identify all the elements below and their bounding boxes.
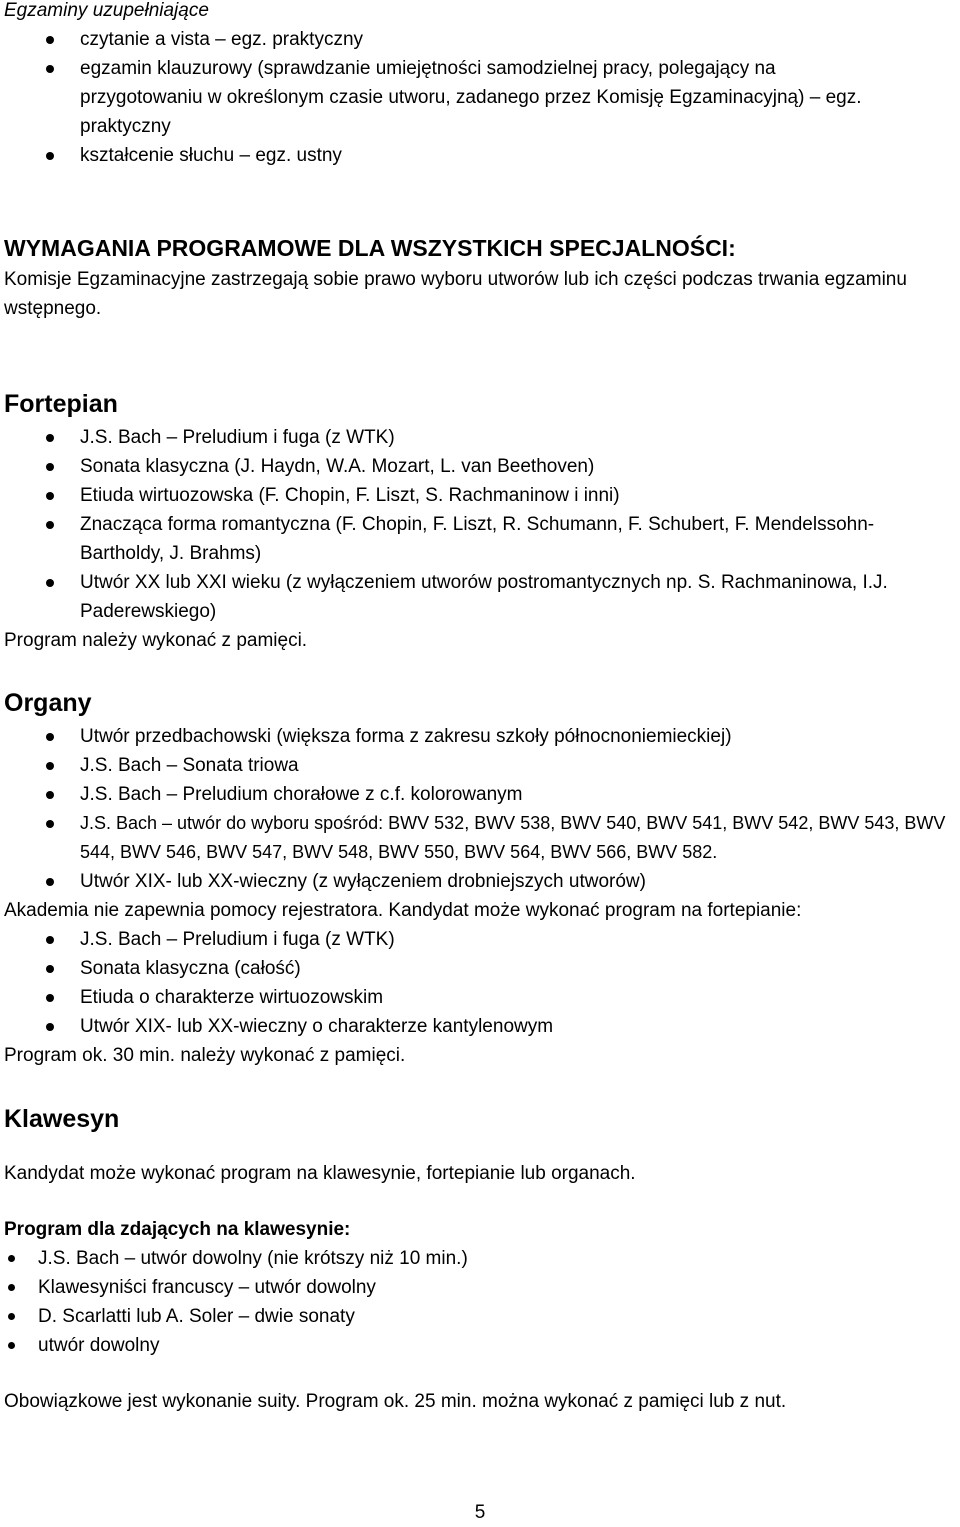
klawesyn-section <box>4 1102 956 1416</box>
list-item: Sonata klasyczna (J. Haydn, W.A. Mozart, L. van Beethoven) <box>4 452 956 481</box>
bullet-icon <box>46 152 54 160</box>
list-item: Znacząca forma romantyczna (F. Chopin, F. Liszt, R. Schumann, F. Schubert, F. Mendelssohn-Bartholdy, J. Brahms) <box>4 510 956 568</box>
klawesyn-heading: Klawesyn <box>4 1105 120 1133</box>
wymagania-heading: WYMAGANIA PROGRAMOWE DLA WSZYSTKICH SPECJALNOŚCI: <box>4 235 736 261</box>
list-item: egzamin klauzurowy (sprawdzanie umiejętności samodzielnej pracy, polegający na przygotowaniu w określonym czasie utworu, zadanego przez Komisję Egzaminacyjną) – egz. praktyczny <box>4 54 956 141</box>
bullet-icon <box>46 936 54 944</box>
list-item: J.S. Bach – Preludium i fuga (z WTK) <box>4 423 956 452</box>
bullet-icon <box>46 878 54 886</box>
list-item: kształcenie słuchu – egz. ustny <box>4 141 956 170</box>
bullet-icon <box>8 1255 15 1262</box>
bullet-icon <box>8 1313 15 1320</box>
bullet-icon <box>8 1342 15 1349</box>
organy-heading: Organy <box>4 689 92 717</box>
bullet-icon <box>46 579 54 587</box>
list-item: Utwór przedbachowski (większa forma z zakresu szkoły północnoniemieckiej) <box>4 722 956 751</box>
bullet-icon <box>46 463 54 471</box>
bullet-icon <box>46 434 54 442</box>
list-item: Utwór XIX- lub XX-wieczny (z wyłączeniem drobniejszych utworów) <box>4 867 956 896</box>
list-item: Utwór XIX- lub XX-wieczny o charakterze kantylenowym <box>4 1012 956 1041</box>
klawesyn-note: Obowiązkowe jest wykonanie suity. Program ok. 25 min. można wykonać z pamięci lub z nut. <box>4 1391 787 1412</box>
bullet-icon <box>46 994 54 1002</box>
fortepian-note: Program należy wykonać z pamięci. <box>4 630 308 651</box>
bullet-icon <box>46 762 54 770</box>
bullet-icon <box>46 36 54 44</box>
egzaminy-section <box>4 0 956 170</box>
list-item: J.S. Bach – utwór dowolny (nie krótszy niż 10 min.) <box>4 1244 956 1273</box>
bullet-icon <box>46 492 54 500</box>
organy-fortepian-list <box>4 925 956 1041</box>
akademia-note: Akademia nie zapewnia pomocy rejestratora. Kandydat może wykonać program na fortepianie: <box>4 900 802 921</box>
list-item: Etiuda wirtuozowska (F. Chopin, F. Liszt, S. Rachmaninow i inni) <box>4 481 956 510</box>
list-item: D. Scarlatti lub A. Soler – dwie sonaty <box>4 1302 956 1331</box>
klawesyn-list <box>4 1244 956 1360</box>
bullet-icon <box>46 791 54 799</box>
list-item: J.S. Bach – Sonata triowa <box>4 751 956 780</box>
list-item: J.S. Bach – Preludium chorałowe z c.f. kolorowanym <box>4 780 956 809</box>
organy-note: Program ok. 30 min. należy wykonać z pamięci. <box>4 1045 406 1066</box>
bullet-icon <box>46 820 54 828</box>
bullet-icon <box>46 521 54 529</box>
wymagania-text: Komisje Egzaminacyjne zastrzegają sobie prawo wyboru utworów lub ich części podczas trwania egzaminu wstępnego. <box>4 269 907 319</box>
klawesyn-intro: Kandydat może wykonać program na klawesynie, fortepianie lub organach. <box>4 1163 636 1184</box>
klawesyn-subheading: Program dla zdających na klawesynie: <box>4 1219 351 1240</box>
egzaminy-list <box>4 25 956 170</box>
bullet-icon <box>8 1284 15 1291</box>
egzaminy-title: Egzaminy uzupełniające <box>4 0 209 21</box>
list-item: J.S. Bach – utwór do wyboru spośród: BWV 532, BWV 538, BWV 540, BWV 541, BWV 542, BWV 543, BWV 544, BWV 546, BWV 547, BWV 548, BWV 550, BWV 564, BWV 566, BWV 582. <box>4 809 956 867</box>
fortepian-list <box>4 423 956 626</box>
list-item: utwór dowolny <box>4 1331 956 1360</box>
list-item: Utwór XX lub XXI wieku (z wyłączeniem utworów postromantycznych np. S. Rachmaninowa, I.J. Paderewskiego) <box>4 568 956 626</box>
fortepian-section <box>4 387 956 655</box>
bullet-icon <box>46 65 54 73</box>
bullet-icon <box>46 1023 54 1031</box>
list-item: J.S. Bach – Preludium i fuga (z WTK) <box>4 925 956 954</box>
list-item: Sonata klasyczna (całość) <box>4 954 956 983</box>
bullet-icon <box>46 733 54 741</box>
fortepian-heading: Fortepian <box>4 390 118 418</box>
bullet-icon <box>46 965 54 973</box>
wymagania-section <box>4 234 956 323</box>
organy-section <box>4 686 956 1070</box>
organy-list <box>4 722 956 896</box>
list-item: Klawesyniści francuscy – utwór dowolny <box>4 1273 956 1302</box>
page-number: 5 <box>474 1502 486 1523</box>
list-item: czytanie a vista – egz. praktyczny <box>4 25 956 54</box>
list-item: Etiuda o charakterze wirtuozowskim <box>4 983 956 1012</box>
